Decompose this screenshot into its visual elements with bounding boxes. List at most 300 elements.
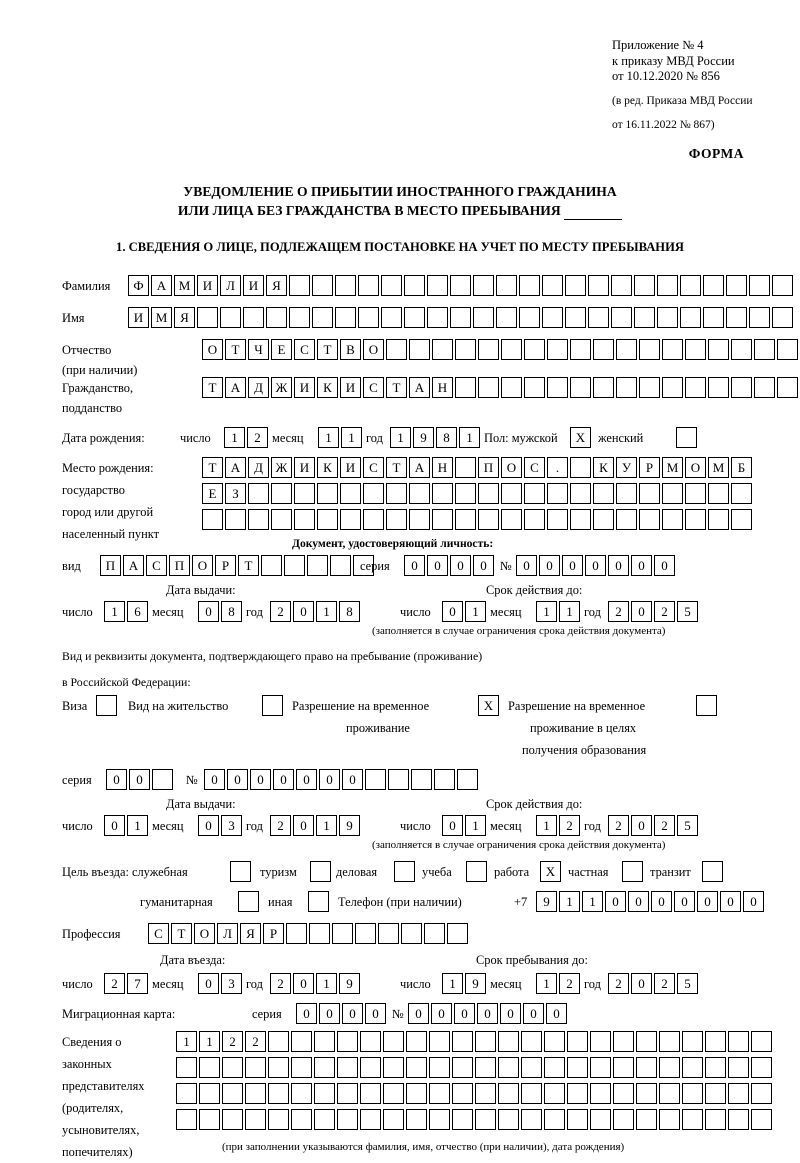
cell[interactable] <box>450 275 471 296</box>
cell[interactable]: 1 <box>199 1031 220 1052</box>
cell[interactable] <box>330 555 351 576</box>
cell[interactable]: 0 <box>293 601 314 622</box>
cell[interactable] <box>777 377 798 398</box>
cell[interactable] <box>473 275 494 296</box>
cell[interactable]: 0 <box>319 1003 340 1024</box>
cell[interactable]: 9 <box>339 973 360 994</box>
cell[interactable] <box>751 1031 772 1052</box>
cell[interactable] <box>429 1031 450 1052</box>
cell[interactable]: 2 <box>270 601 291 622</box>
cell[interactable]: 0 <box>477 1003 498 1024</box>
purpose-study-checkbox[interactable] <box>466 861 489 882</box>
cell[interactable] <box>383 1109 404 1130</box>
cell[interactable] <box>682 1083 703 1104</box>
cell[interactable]: 0 <box>674 891 695 912</box>
cell[interactable] <box>590 1031 611 1052</box>
cell[interactable] <box>289 275 310 296</box>
birth-place-row-3[interactable] <box>202 509 754 530</box>
cell[interactable]: Е <box>271 339 292 360</box>
cell[interactable] <box>381 275 402 296</box>
cell[interactable] <box>199 1109 220 1130</box>
cell[interactable] <box>590 1057 611 1078</box>
cell[interactable]: 0 <box>198 973 219 994</box>
cell[interactable]: Д <box>248 377 269 398</box>
cell[interactable]: М <box>174 275 195 296</box>
cell[interactable]: 2 <box>559 973 580 994</box>
cell[interactable] <box>388 769 409 790</box>
cell[interactable]: 0 <box>631 601 652 622</box>
cell[interactable] <box>613 1031 634 1052</box>
cell[interactable] <box>262 695 283 716</box>
cell[interactable]: 0 <box>342 769 363 790</box>
cell[interactable] <box>611 275 632 296</box>
cell[interactable]: 0 <box>296 769 317 790</box>
cell[interactable] <box>202 509 223 530</box>
cell[interactable] <box>622 861 643 882</box>
cell[interactable]: 2 <box>247 427 268 448</box>
cell[interactable] <box>473 307 494 328</box>
cell[interactable]: 0 <box>605 891 626 912</box>
cell[interactable] <box>613 1083 634 1104</box>
cell[interactable] <box>590 1109 611 1130</box>
cell[interactable] <box>294 509 315 530</box>
cell[interactable] <box>521 1057 542 1078</box>
purpose-business-checkbox[interactable] <box>394 861 417 882</box>
cell[interactable]: 1 <box>582 891 603 912</box>
legal-rep-row-2[interactable] <box>176 1057 774 1078</box>
cell[interactable] <box>662 483 683 504</box>
cell[interactable]: 0 <box>227 769 248 790</box>
cell[interactable]: Ж <box>271 377 292 398</box>
cell[interactable] <box>524 377 545 398</box>
cell[interactable] <box>432 339 453 360</box>
cell[interactable] <box>501 377 522 398</box>
cell[interactable] <box>728 1083 749 1104</box>
cell[interactable] <box>478 509 499 530</box>
cell[interactable] <box>726 307 747 328</box>
cell[interactable] <box>424 923 445 944</box>
cell[interactable]: В <box>340 339 361 360</box>
cell[interactable] <box>685 339 706 360</box>
cell[interactable] <box>501 339 522 360</box>
cell[interactable]: С <box>148 923 169 944</box>
cell[interactable] <box>222 1057 243 1078</box>
cell[interactable]: П <box>169 555 190 576</box>
cell[interactable] <box>702 861 723 882</box>
cell[interactable] <box>708 377 729 398</box>
cell[interactable] <box>409 339 430 360</box>
cell[interactable]: А <box>409 457 430 478</box>
cell[interactable] <box>570 339 591 360</box>
cell[interactable] <box>291 1057 312 1078</box>
cell[interactable]: 2 <box>245 1031 266 1052</box>
cell[interactable] <box>705 1031 726 1052</box>
cell[interactable]: 5 <box>677 601 698 622</box>
cell[interactable] <box>222 1109 243 1130</box>
doc-issue-year-input[interactable] <box>270 601 362 622</box>
cell[interactable]: М <box>708 457 729 478</box>
cell[interactable] <box>427 275 448 296</box>
cell[interactable]: 2 <box>654 973 675 994</box>
cell[interactable] <box>386 483 407 504</box>
cell[interactable]: Т <box>202 377 223 398</box>
cell[interactable] <box>772 275 793 296</box>
cell[interactable] <box>680 275 701 296</box>
cell[interactable] <box>406 1109 427 1130</box>
cell[interactable] <box>639 509 660 530</box>
phone-input[interactable] <box>536 891 766 912</box>
doc-kind-input[interactable] <box>100 555 376 576</box>
cell[interactable] <box>636 1083 657 1104</box>
cell[interactable]: А <box>409 377 430 398</box>
cell[interactable] <box>409 509 430 530</box>
cell[interactable]: 0 <box>654 555 675 576</box>
cell[interactable] <box>363 483 384 504</box>
cell[interactable] <box>639 377 660 398</box>
cell[interactable] <box>590 1083 611 1104</box>
cell[interactable]: Х <box>570 427 591 448</box>
cell[interactable] <box>452 1083 473 1104</box>
cell[interactable] <box>340 509 361 530</box>
cell[interactable]: Ж <box>271 457 292 478</box>
entry-month-input[interactable] <box>198 973 244 994</box>
cell[interactable]: 7 <box>127 973 148 994</box>
cell[interactable]: 0 <box>198 601 219 622</box>
stay-number-input[interactable] <box>204 769 480 790</box>
cell[interactable] <box>411 769 432 790</box>
cell[interactable]: С <box>363 457 384 478</box>
cell[interactable]: Л <box>220 275 241 296</box>
cell[interactable] <box>455 509 476 530</box>
cell[interactable] <box>705 1057 726 1078</box>
cell[interactable] <box>245 1109 266 1130</box>
cell[interactable]: 3 <box>221 815 242 836</box>
cell[interactable] <box>772 307 793 328</box>
cell[interactable]: 0 <box>273 769 294 790</box>
cell[interactable] <box>358 275 379 296</box>
cell[interactable] <box>96 695 117 716</box>
cell[interactable]: 0 <box>293 815 314 836</box>
cell[interactable] <box>294 483 315 504</box>
cell[interactable] <box>314 1031 335 1052</box>
cell[interactable] <box>754 339 775 360</box>
cell[interactable] <box>593 509 614 530</box>
cell[interactable] <box>360 1031 381 1052</box>
cell[interactable]: 1 <box>341 427 362 448</box>
cell[interactable] <box>542 275 563 296</box>
stay-valid-year-input[interactable] <box>608 815 700 836</box>
cell[interactable] <box>447 923 468 944</box>
cell[interactable] <box>570 377 591 398</box>
cell[interactable]: У <box>616 457 637 478</box>
cell[interactable] <box>378 923 399 944</box>
cell[interactable] <box>248 483 269 504</box>
cell[interactable] <box>310 861 331 882</box>
cell[interactable] <box>547 339 568 360</box>
cell[interactable] <box>616 483 637 504</box>
cell[interactable] <box>501 483 522 504</box>
cell[interactable]: И <box>340 457 361 478</box>
cell[interactable]: 0 <box>450 555 471 576</box>
cell[interactable] <box>676 427 697 448</box>
cell[interactable]: 1 <box>465 815 486 836</box>
edu-residence-checkbox[interactable] <box>696 695 719 716</box>
cell[interactable] <box>291 1083 312 1104</box>
cell[interactable] <box>176 1109 197 1130</box>
sex-male-checkbox[interactable] <box>570 427 593 448</box>
cell[interactable]: 8 <box>436 427 457 448</box>
cell[interactable]: 0 <box>454 1003 475 1024</box>
cell[interactable] <box>478 339 499 360</box>
cell[interactable] <box>478 483 499 504</box>
cell[interactable] <box>749 307 770 328</box>
cell[interactable] <box>659 1083 680 1104</box>
cell[interactable] <box>220 307 241 328</box>
cell[interactable] <box>501 509 522 530</box>
cell[interactable]: 1 <box>318 427 339 448</box>
cell[interactable]: 0 <box>523 1003 544 1024</box>
cell[interactable] <box>455 339 476 360</box>
cell[interactable]: 0 <box>198 815 219 836</box>
cell[interactable]: 0 <box>296 1003 317 1024</box>
stay-issue-day-input[interactable] <box>104 815 150 836</box>
cell[interactable]: 2 <box>608 973 629 994</box>
stay-day-input[interactable] <box>442 973 488 994</box>
cell[interactable] <box>261 555 282 576</box>
stay-valid-month-input[interactable] <box>536 815 582 836</box>
cell[interactable] <box>524 483 545 504</box>
cell[interactable]: М <box>151 307 172 328</box>
citizenship-input[interactable] <box>202 377 800 398</box>
cell[interactable] <box>567 1031 588 1052</box>
cell[interactable] <box>593 339 614 360</box>
cell[interactable] <box>475 1083 496 1104</box>
cell[interactable]: 2 <box>270 815 291 836</box>
cell[interactable] <box>314 1083 335 1104</box>
cell[interactable] <box>544 1083 565 1104</box>
cell[interactable]: 0 <box>546 1003 567 1024</box>
cell[interactable] <box>639 483 660 504</box>
cell[interactable]: И <box>128 307 149 328</box>
cell[interactable] <box>521 1031 542 1052</box>
cell[interactable]: 1 <box>536 815 557 836</box>
cell[interactable] <box>728 1057 749 1078</box>
cell[interactable] <box>314 1109 335 1130</box>
stay-issue-year-input[interactable] <box>270 815 362 836</box>
cell[interactable] <box>708 339 729 360</box>
cell[interactable]: И <box>197 275 218 296</box>
purpose-work-checkbox[interactable] <box>540 861 563 882</box>
cell[interactable] <box>309 923 330 944</box>
cell[interactable] <box>751 1083 772 1104</box>
cell[interactable] <box>565 307 586 328</box>
cell[interactable]: С <box>363 377 384 398</box>
cell[interactable] <box>728 1109 749 1130</box>
cell[interactable]: 1 <box>224 427 245 448</box>
cell[interactable] <box>616 377 637 398</box>
cell[interactable] <box>308 891 329 912</box>
cell[interactable] <box>266 307 287 328</box>
cell[interactable]: 0 <box>106 769 127 790</box>
cell[interactable]: Д <box>248 457 269 478</box>
cell[interactable] <box>685 509 706 530</box>
cell[interactable] <box>271 509 292 530</box>
cell[interactable] <box>363 509 384 530</box>
cell[interactable] <box>450 307 471 328</box>
legal-rep-row-3[interactable] <box>176 1083 774 1104</box>
profession-input[interactable] <box>148 923 470 944</box>
cell[interactable]: 8 <box>221 601 242 622</box>
cell[interactable] <box>409 483 430 504</box>
cell[interactable]: Н <box>432 377 453 398</box>
cell[interactable] <box>544 1031 565 1052</box>
cell[interactable] <box>337 1083 358 1104</box>
cell[interactable] <box>521 1109 542 1130</box>
cell[interactable]: Я <box>240 923 261 944</box>
cell[interactable]: 1 <box>316 601 337 622</box>
cell[interactable] <box>570 457 591 478</box>
cell[interactable] <box>731 483 752 504</box>
cell[interactable]: 9 <box>339 815 360 836</box>
cell[interactable] <box>728 1031 749 1052</box>
cell[interactable] <box>593 377 614 398</box>
cell[interactable]: 0 <box>585 555 606 576</box>
cell[interactable] <box>519 275 540 296</box>
cell[interactable] <box>751 1109 772 1130</box>
cell[interactable] <box>634 275 655 296</box>
cell[interactable]: 1 <box>536 973 557 994</box>
cell[interactable] <box>335 275 356 296</box>
cell[interactable] <box>317 483 338 504</box>
cell[interactable] <box>657 307 678 328</box>
cell[interactable] <box>498 1031 519 1052</box>
cell[interactable] <box>284 555 305 576</box>
cell[interactable]: . <box>547 457 568 478</box>
cell[interactable] <box>777 339 798 360</box>
birth-place-row-1[interactable] <box>202 457 754 478</box>
cell[interactable]: 1 <box>176 1031 197 1052</box>
cell[interactable] <box>245 1083 266 1104</box>
cell[interactable]: 5 <box>677 973 698 994</box>
purpose-other-checkbox[interactable] <box>308 891 331 912</box>
cell[interactable] <box>365 769 386 790</box>
cell[interactable] <box>230 861 251 882</box>
cell[interactable]: 0 <box>319 769 340 790</box>
cell[interactable] <box>542 307 563 328</box>
cell[interactable]: 0 <box>500 1003 521 1024</box>
residence-checkbox[interactable] <box>262 695 285 716</box>
purpose-transit-checkbox[interactable] <box>702 861 725 882</box>
cell[interactable] <box>636 1031 657 1052</box>
legal-rep-row-4[interactable] <box>176 1109 774 1130</box>
cell[interactable] <box>588 275 609 296</box>
cell[interactable] <box>754 377 775 398</box>
cell[interactable]: 0 <box>651 891 672 912</box>
cell[interactable]: Т <box>225 339 246 360</box>
birth-year-input[interactable] <box>390 427 482 448</box>
cell[interactable]: 1 <box>536 601 557 622</box>
cell[interactable] <box>452 1031 473 1052</box>
cell[interactable] <box>662 509 683 530</box>
cell[interactable] <box>685 483 706 504</box>
cell[interactable] <box>406 1083 427 1104</box>
cell[interactable]: 0 <box>562 555 583 576</box>
purpose-humanitarian-checkbox[interactable] <box>238 891 261 912</box>
cell[interactable]: 8 <box>339 601 360 622</box>
cell[interactable] <box>498 1083 519 1104</box>
cell[interactable]: 1 <box>459 427 480 448</box>
cell[interactable] <box>152 769 173 790</box>
purpose-official-checkbox[interactable] <box>230 861 253 882</box>
cell[interactable]: 0 <box>442 601 463 622</box>
cell[interactable]: 1 <box>559 891 580 912</box>
patronymic-input[interactable] <box>202 339 800 360</box>
cell[interactable] <box>570 509 591 530</box>
cell[interactable]: Е <box>202 483 223 504</box>
cell[interactable]: Т <box>386 377 407 398</box>
cell[interactable] <box>519 307 540 328</box>
cell[interactable] <box>406 1057 427 1078</box>
cell[interactable] <box>386 339 407 360</box>
cell[interactable]: Т <box>386 457 407 478</box>
cell[interactable]: С <box>294 339 315 360</box>
cell[interactable]: 2 <box>559 815 580 836</box>
cell[interactable] <box>314 1057 335 1078</box>
cell[interactable] <box>268 1057 289 1078</box>
cell[interactable]: 0 <box>697 891 718 912</box>
cell[interactable]: Т <box>238 555 259 576</box>
cell[interactable]: П <box>100 555 121 576</box>
cell[interactable] <box>358 307 379 328</box>
cell[interactable]: 0 <box>204 769 225 790</box>
cell[interactable]: 0 <box>250 769 271 790</box>
cell[interactable]: 2 <box>270 973 291 994</box>
cell[interactable] <box>636 1057 657 1078</box>
cell[interactable] <box>455 483 476 504</box>
entry-year-input[interactable] <box>270 973 362 994</box>
cell[interactable] <box>567 1083 588 1104</box>
cell[interactable] <box>662 339 683 360</box>
cell[interactable] <box>682 1031 703 1052</box>
cell[interactable] <box>705 1109 726 1130</box>
cell[interactable]: 0 <box>631 555 652 576</box>
cell[interactable] <box>452 1109 473 1130</box>
cell[interactable] <box>616 509 637 530</box>
cell[interactable] <box>475 1057 496 1078</box>
cell[interactable] <box>616 339 637 360</box>
cell[interactable]: 1 <box>390 427 411 448</box>
cell[interactable]: 0 <box>628 891 649 912</box>
cell[interactable] <box>383 1083 404 1104</box>
surname-input[interactable] <box>128 275 795 296</box>
birth-day-input[interactable] <box>224 427 270 448</box>
cell[interactable]: Т <box>317 339 338 360</box>
cell[interactable]: С <box>524 457 545 478</box>
cell[interactable] <box>496 275 517 296</box>
cell[interactable] <box>404 307 425 328</box>
cell[interactable]: А <box>123 555 144 576</box>
cell[interactable] <box>332 923 353 944</box>
cell[interactable]: 2 <box>654 601 675 622</box>
cell[interactable] <box>429 1057 450 1078</box>
cell[interactable]: О <box>194 923 215 944</box>
cell[interactable] <box>496 307 517 328</box>
cell[interactable] <box>312 275 333 296</box>
cell[interactable] <box>498 1109 519 1130</box>
cell[interactable]: Л <box>217 923 238 944</box>
cell[interactable] <box>248 509 269 530</box>
cell[interactable] <box>593 483 614 504</box>
